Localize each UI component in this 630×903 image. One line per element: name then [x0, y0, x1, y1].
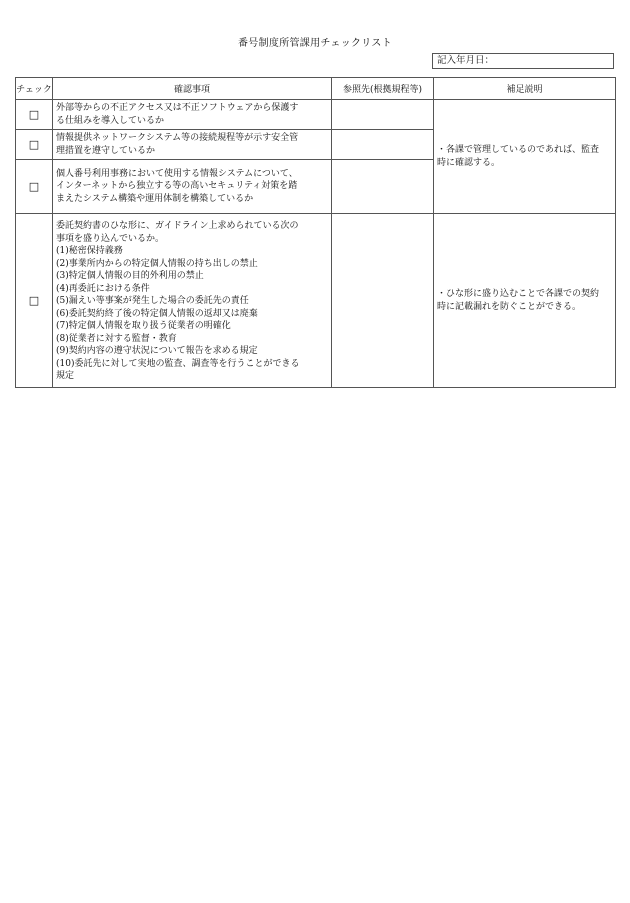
reference-cell-1[interactable] — [332, 100, 434, 130]
item-line: (3)特定個人情報の目的外利用の禁止 — [56, 271, 204, 281]
note-cell-1 — [434, 100, 616, 214]
note-line: ・ひな形に盛り込むことで各課での契約 — [437, 289, 600, 299]
checkbox-1[interactable]: □ — [16, 100, 53, 130]
item-line: (9)契約内容の遵守状況について報告を求める規定 — [56, 346, 258, 356]
item-line: インターネットから独立する等の高いセキュリティ対策を踏 — [56, 181, 298, 192]
reference-cell-3[interactable] — [332, 160, 434, 214]
document-title: 番号制度所管課用チェックリスト — [238, 38, 392, 49]
checklist-table — [15, 77, 616, 388]
note-line: ・各課で管理しているのであれば、監査 — [437, 145, 600, 155]
reference-cell-2[interactable] — [332, 130, 434, 160]
header-note: 補足説明 — [434, 78, 616, 100]
entry-date-field[interactable]: 記入年月日： — [432, 53, 614, 69]
item-line: 委託契約書のひな形に、ガイドライン上求められている次の — [56, 221, 299, 231]
item-line: 外部等からの不正アクセス又は不正ソフトウェアから保護す — [56, 103, 299, 113]
reference-cell-4[interactable] — [332, 214, 434, 388]
table-row — [16, 100, 616, 130]
item-text-3 — [53, 160, 332, 214]
checkbox-4[interactable]: □ — [16, 214, 53, 388]
checkbox-3[interactable]: □ — [16, 160, 53, 214]
header-reference: 参照先(根拠規程等) — [332, 78, 434, 100]
table-row — [16, 214, 616, 388]
item-line: 規定 — [56, 371, 75, 381]
item-line: (10)委託先に対して実地の監査、調査等を行うことができる — [56, 358, 300, 369]
item-text-2 — [53, 130, 332, 160]
note-line: 時に確認する。 — [437, 157, 501, 168]
header-check: チェック — [16, 78, 53, 100]
item-line: (4)再委託における条件 — [56, 283, 150, 294]
item-line: 事項を盛り込んでいるか。 — [56, 233, 165, 244]
item-text-1 — [53, 100, 332, 130]
item-line: (2)事業所内からの特定個人情報の持ち出しの禁止 — [56, 258, 258, 269]
header-row — [16, 78, 616, 100]
checkbox-2[interactable]: □ — [16, 130, 53, 160]
item-line: (6)委託契約終了後の特定個人情報の返却又は廃棄 — [56, 308, 258, 319]
item-line: (1)秘密保持義務 — [56, 246, 123, 256]
item-line: まえたシステム構築や運用体制を構築しているか — [56, 193, 254, 204]
item-line: 個人番号利用事務において使用する情報システムについて、 — [56, 168, 298, 179]
item-line: (7)特定個人情報を取り扱う従業者の明確化 — [56, 321, 231, 331]
item-text-4 — [53, 214, 332, 388]
note-line: 時に記載漏れを防ぐことができる。 — [437, 301, 582, 312]
item-line: る仕組みを導入しているか — [56, 115, 165, 126]
header-item: 確認事項 — [53, 78, 332, 100]
item-line: (5)漏えい等事案が発生した場合の委託先の責任 — [56, 296, 249, 306]
item-line: 理措置を遵守しているか — [56, 145, 156, 156]
note-cell-2 — [434, 214, 616, 388]
item-line: 情報提供ネットワークシステム等の接続規程等が示す安全管 — [56, 133, 299, 143]
item-line: (8)従業者に対する監督・教育 — [56, 333, 177, 344]
